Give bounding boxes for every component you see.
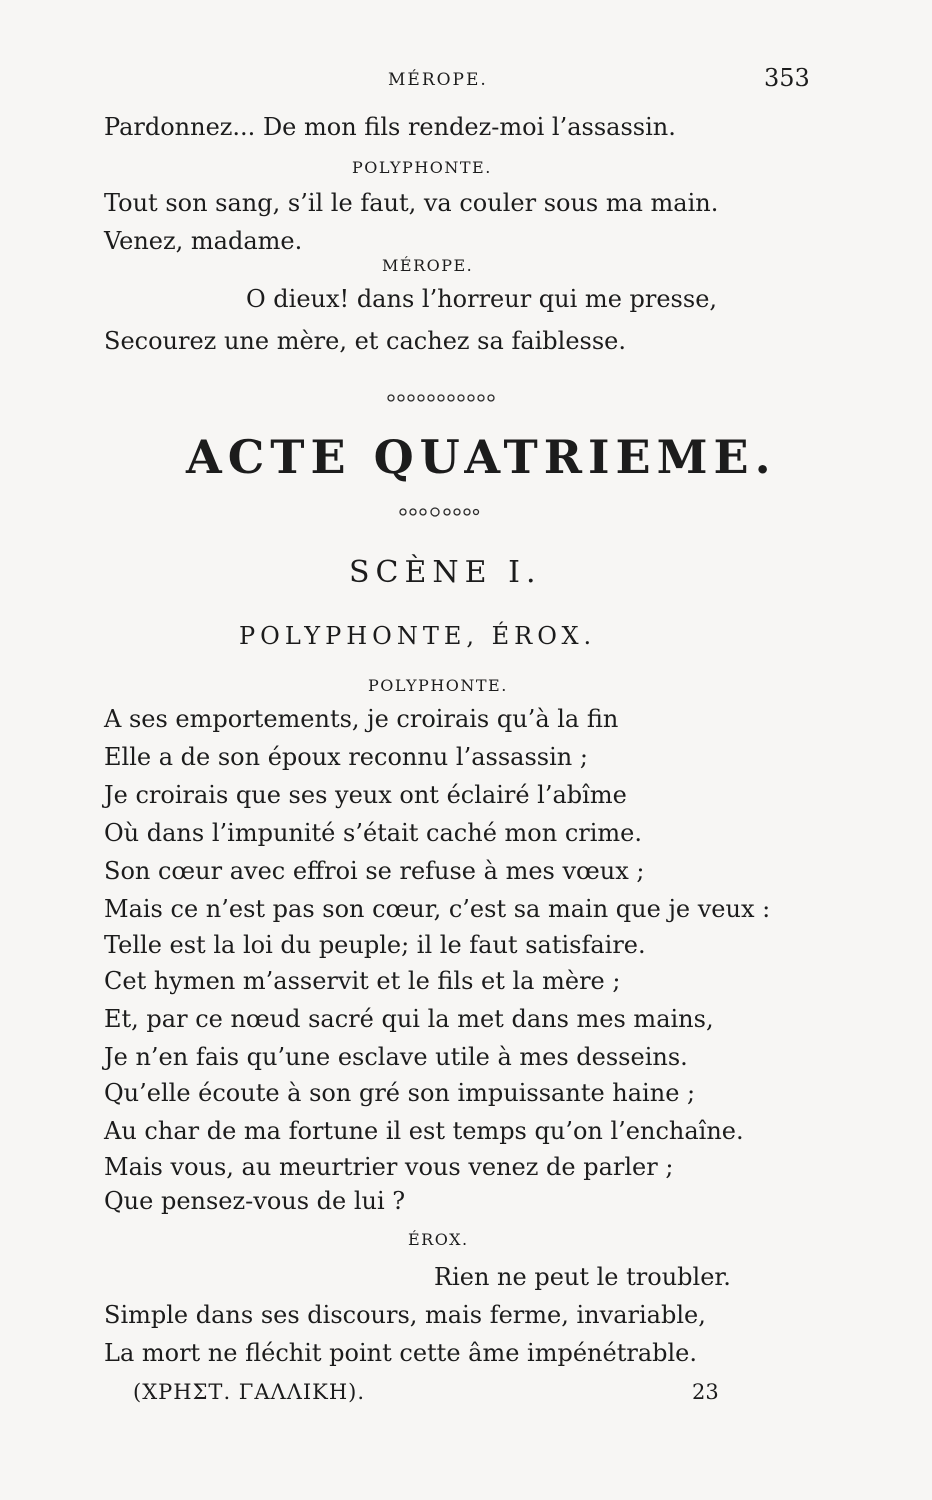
verse-line: Rien ne peut le troubler. [434, 1263, 731, 1291]
verse-line: Je n’en fais qu’une esclave utile à mes desseins. [104, 1043, 688, 1071]
running-head [0, 64, 932, 98]
scene-characters: POLYPHONTE, ÉROX. [239, 622, 597, 650]
verse-line: Que pensez-vous de lui ? [104, 1187, 406, 1215]
verse-line: Venez, madame. [104, 227, 303, 255]
verse-line: Pardonnez... De mon fils rendez-moi l’assassin. [104, 113, 676, 141]
verse-line: O dieux! dans l’horreur qui me presse, [246, 285, 718, 313]
verse-line: Tout son sang, s’il le faut, va couler sous ma main. [104, 189, 719, 217]
running-head-title: MÉROPE. [388, 70, 488, 90]
verse-line: Et, par ce nœud sacré qui la met dans mes mains, [104, 1005, 714, 1033]
speaker-name: POLYPHONTE. [368, 676, 508, 695]
verse-line: Secourez une mère, et cachez sa faiblesse. [104, 327, 627, 355]
speaker-name: MÉROPE. [382, 256, 474, 275]
sheet-number: 23 [692, 1380, 719, 1404]
ornament-divider [397, 505, 481, 519]
verse-line: Où dans l’impunité s’était caché mon crime. [104, 819, 643, 847]
verse-line: La mort ne fléchit point cette âme impénétrable. [104, 1339, 698, 1367]
signature-mark: (ΧΡΗΣΤ. ΓΑΛΛΙΚΗ). [133, 1380, 366, 1404]
page-number: 353 [764, 64, 810, 92]
verse-line: Simple dans ses discours, mais ferme, invariable, [104, 1301, 706, 1329]
scene-title: SCÈNE I. [349, 555, 542, 590]
verse-line: Son cœur avec effroi se refuse à mes vœux ; [104, 857, 645, 885]
verse-line: Qu’elle écoute à son gré son impuissante haine ; [104, 1079, 696, 1107]
verse-line: Mais ce n’est pas son cœur, c’est sa main que je veux : [104, 895, 771, 923]
ornament-divider [385, 391, 497, 405]
act-title: ACTE QUATRIEME. [186, 430, 777, 484]
verse-line: Au char de ma fortune il est temps qu’on l’enchaîne. [104, 1117, 744, 1145]
speaker-name: POLYPHONTE. [352, 158, 492, 177]
verse-line: Mais vous, au meurtrier vous venez de parler ; [104, 1153, 674, 1181]
verse-line: Elle a de son époux reconnu l’assassin ; [104, 743, 588, 771]
verse-line: Je croirais que ses yeux ont éclairé l’abîme [104, 781, 627, 809]
verse-line: A ses emportements, je croirais qu’à la fin [104, 705, 619, 733]
verse-line: Telle est la loi du peuple; il le faut satisfaire. [104, 931, 646, 959]
verse-line: Cet hymen m’asservit et le fils et la mère ; [104, 967, 621, 995]
speaker-name: ÉROX. [408, 1230, 469, 1249]
